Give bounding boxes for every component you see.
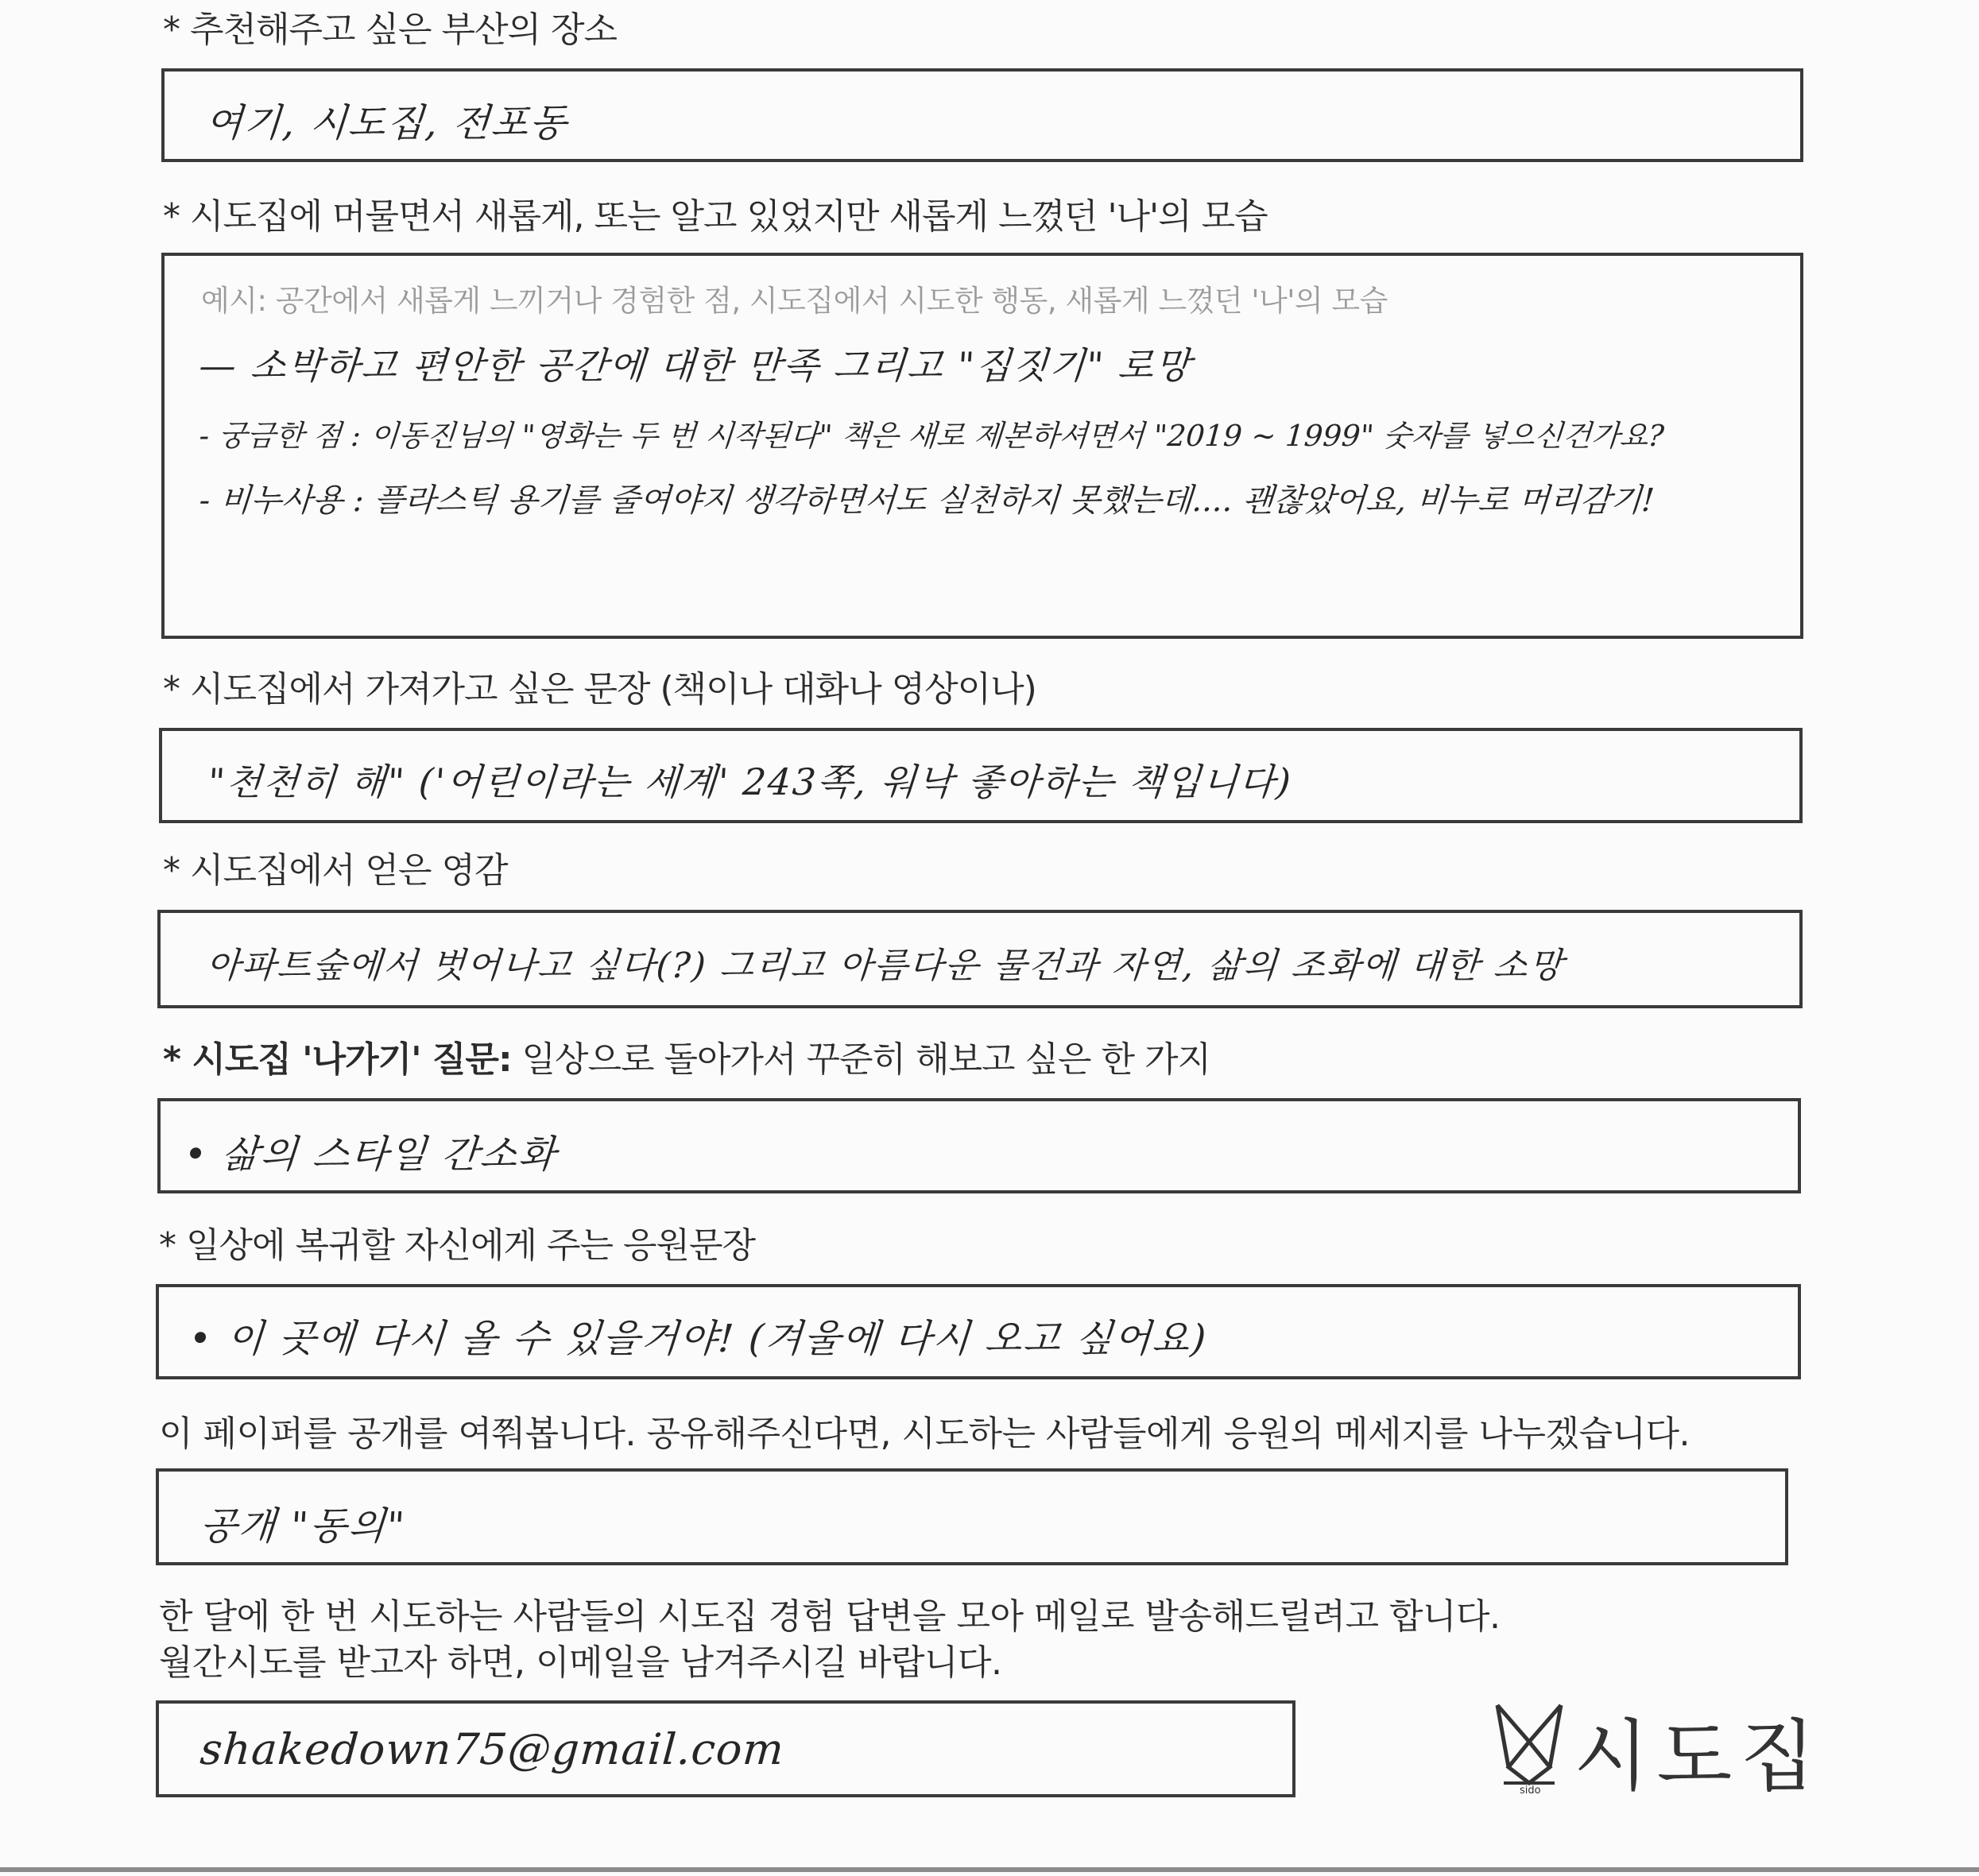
answer-box-consent [156,1468,1788,1565]
answer-inspiration: 아파트숲에서 벗어나고 싶다(?) 그리고 아름다운 물건과 자연, 삶의 조화에 대한 소망 [204,946,1566,986]
question-leaving-rest: 일상으로 돌아가서 꾸준히 해보고 싶은 한 가지 [511,1039,1211,1080]
answer-self-line-1: — 소박하고 편안한 공간에 대한 만족 그리고 "집짓기" 로망 [197,344,1194,387]
answer-cheer: • 이 곳에 다시 올 수 있을거야! (겨울에 다시 오고 싶어요) [187,1317,1210,1361]
question-leaving [163,1038,1210,1082]
sido-logo-icon [1486,1700,1574,1796]
logo-small-text: sido [1520,1785,1541,1796]
question-self: * 시도집에 머물면서 새롭게, 또는 알고 있었지만 새롭게 느꼈던 '나'의 모습 [163,196,1268,237]
question-cheer: * 일상에 복귀할 자신에게 주는 응원문장 [159,1225,755,1266]
example-hint: 예시: 공간에서 새롭게 느끼거나 경험한 점, 시도집에서 시도한 행동, 새롭게 느꼈던 '나'의 모습 [201,284,1388,318]
question-inspiration: * 시도집에서 얻은 영감 [163,850,508,891]
bottom-edge [0,1867,1979,1872]
answer-box-cheer [156,1284,1801,1379]
answer-box-place [161,68,1803,162]
question-leaving-bold: * 시도집 '나가기' 질문: [163,1039,512,1080]
sido-logo [1486,1700,1836,1802]
answer-sentence: "천천히 해" ('어린이라는 세계' 243쪽, 워낙 좋아하는 책입니다) [206,760,1294,803]
logo-text: 시도집 [1574,1712,1824,1802]
answer-email: shakedown75@gmail.com [198,1724,786,1774]
question-sentence: * 시도집에서 가져가고 싶은 문장 (책이나 대화나 영상이나) [163,669,1036,710]
email-box [156,1700,1295,1797]
answer-place: 여기, 시도집, 전포동 [203,101,570,145]
answer-self-line-2: - 궁금한 점 : 이동진님의 "영화는 두 번 시작된다" 책은 새로 제본하셔면서 "2019 ~ 1999" 숫자를 넣으신건가요? [198,419,1666,453]
answer-box-inspiration [157,910,1803,1008]
monthly-line-2: 월간시도를 받고자 하면, 이메일을 남겨주시길 바랍니다. [159,1642,1002,1683]
monthly-line-1: 한 달에 한 번 시도하는 사람들의 시도집 경험 답변을 모아 메일로 발송해드릴려고 합니다. [159,1596,1501,1637]
answer-box-sentence [159,728,1803,823]
answer-box-self [161,253,1803,639]
answer-box-leaving [157,1098,1801,1193]
answer-self-line-3: - 비누사용 : 플라스틱 용기를 줄여야지 생각하면서도 실천하지 못했는데.... 괜찮았어요, 비누로 머리감기! [198,482,1656,519]
consent-question: 이 페이퍼를 공개를 여쭤봅니다. 공유해주신다면, 시도하는 사람들에게 응원의 메세지를 나누겠습니다. [159,1414,1690,1454]
answer-consent: 공개 "동의" [198,1504,408,1549]
answer-leaving: • 삶의 스타일 간소화 [182,1132,559,1177]
question-place: * 추천해주고 싶은 부산의 장소 [163,10,617,50]
